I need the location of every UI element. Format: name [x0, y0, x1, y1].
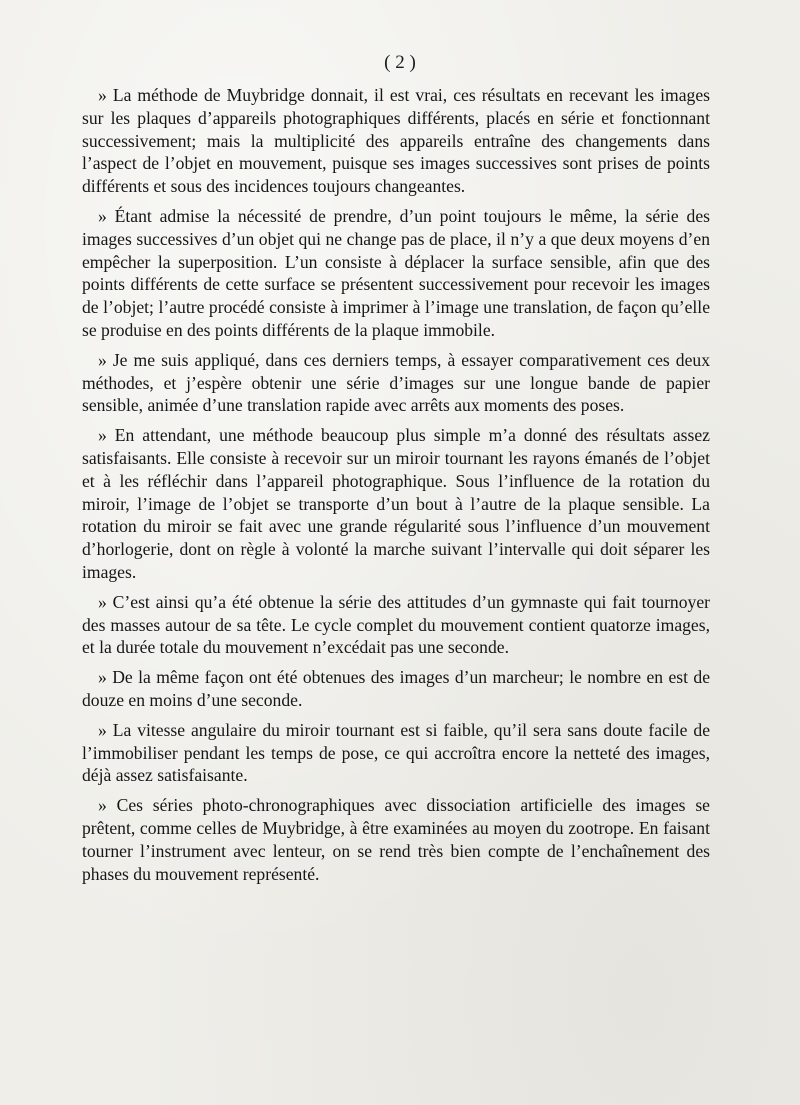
- body-text: [82, 84, 710, 885]
- paragraph-4: » En attendant, une méthode beaucoup plus simple m’a donné des résultats assez satisfaisants. Elle consiste à recevoir sur un miroir tournant les rayons émanés de l’objet et à les réfléchir dans l’appareil photographique. Sous l’influence de la rotation du miroir, l’image de l’objet se transporte d’un bout à l’autre de la plaque sensible. La rotation du miroir se fait avec une grande régularité sous l’influence d’un mouvement d’horlogerie, dont on règle à volonté la marche suivant l’intervalle qui doit séparer les images.: [82, 425, 710, 582]
- paragraph-5: » C’est ainsi qu’a été obtenue la série des attitudes d’un gymnaste qui fait tournoyer des masses autour de sa tête. Le cycle complet du mouvement contient quatorze images, et la durée totale du mouvement n’excédait pas une seconde.: [82, 591, 710, 658]
- paragraph-1: » La méthode de Muybridge donnait, il est vrai, ces résultats en recevant les images sur les plaques d’appareils photographiques différents, placés en série et fonctionnant successivement; mais la multiplicité des appareils entraîne des changements dans l’aspect de l’objet en mouvement, puisque ses images successives sont prises de points différents et sous des incidences toujours changeantes.: [82, 85, 710, 197]
- paragraph-8: » Ces séries photo-chronographiques avec dissociation artificielle des images se prêtent, comme celles de Muybridge, à être examinées au moyen du zootrope. En faisant tourner l’instrument avec lenteur, on se rend très bien compte de l’enchaînement des phases du mouvement représenté.: [82, 795, 710, 884]
- paragraph-2: » Étant admise la nécessité de prendre, d’un point toujours le même, la série des images successives d’un objet qui ne change pas de place, il n’y a que deux moyens d’en empêcher la superposition. L’un consiste à déplacer la surface sensible, afin que des points différents de cette surface se présentent successivement pour recevoir les images de l’objet; l’autre procédé consiste à imprimer à l’image une translation, de façon qu’elle se produise en des points différents de la plaque immobile.: [82, 205, 710, 340]
- page-number: ( 2 ): [384, 52, 416, 73]
- paragraph-3: » Je me suis appliqué, dans ces derniers temps, à essayer comparativement ces deux méthodes, et j’espère obtenir une série d’images sur une longue bande de papier sensible, animée d’une translation rapide avec arrêts aux moments des poses.: [82, 349, 710, 416]
- paragraph-7: » La vitesse angulaire du miroir tournant est si faible, qu’il sera sans doute facile de l’immobiliser pendant les temps de pose, ce qui accroîtra encore la netteté des images, déjà assez satisfaisante.: [82, 719, 710, 786]
- paragraph-6: » De la même façon ont été obtenues des images d’un marcheur; le nombre en est de douze en moins d’une seconde.: [82, 667, 710, 710]
